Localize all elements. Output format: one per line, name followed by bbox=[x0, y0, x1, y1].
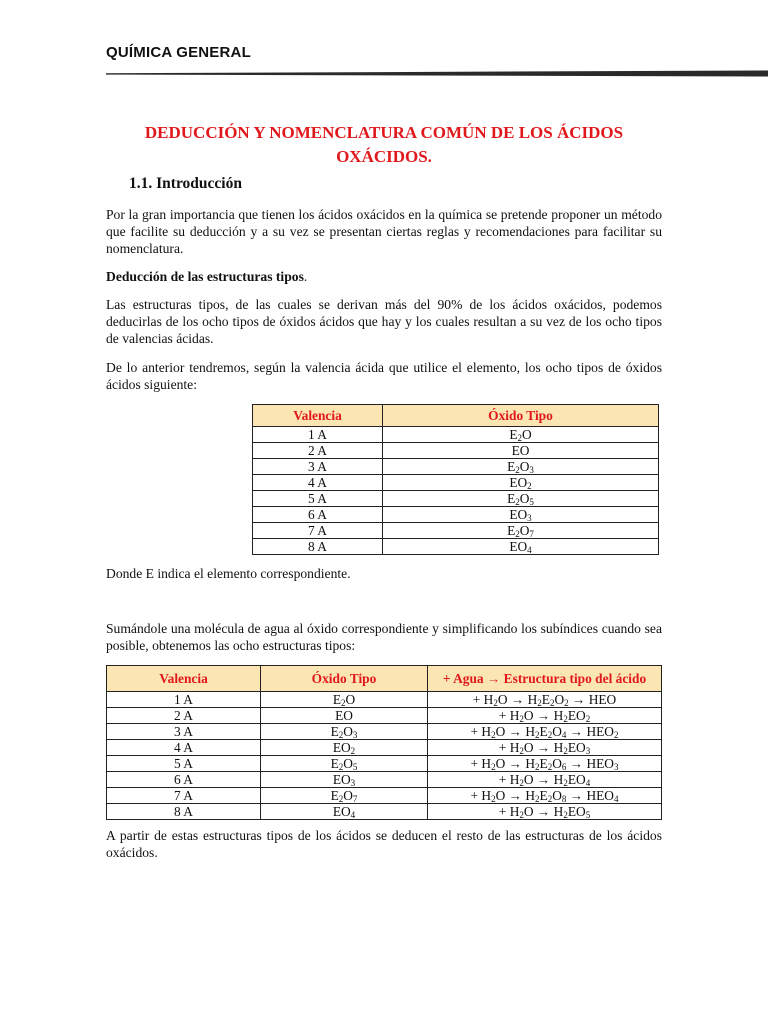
table-cell: 6 A bbox=[107, 772, 261, 788]
table-row bbox=[253, 443, 659, 459]
table-row bbox=[107, 740, 662, 756]
table-row bbox=[253, 427, 659, 443]
subheading: Deducción de las estructuras tipos bbox=[106, 269, 304, 284]
table-cell: $EO_2$ bbox=[383, 475, 659, 491]
table-cell: $EO_2$ bbox=[261, 740, 428, 756]
section-title: 1.1. Introducción bbox=[129, 175, 242, 192]
oxide-types-table bbox=[252, 404, 659, 555]
table-cell: 5 A bbox=[253, 491, 383, 507]
table-cell: + $H_2O \to H_2EO_2$ bbox=[428, 708, 662, 724]
table-cell: $E_2O$ bbox=[383, 427, 659, 443]
table-cell: + $H_2O \to H_2E_2O_8 \to HEO_4$ bbox=[428, 788, 662, 804]
table-row bbox=[107, 804, 662, 820]
acid-structures-table bbox=[106, 665, 662, 820]
table-header-row bbox=[107, 666, 662, 692]
table-cell: 8 A bbox=[107, 804, 261, 820]
table-cell: 5 A bbox=[107, 756, 261, 772]
table-header-row bbox=[253, 405, 659, 427]
table-header-cell: Valencia bbox=[253, 405, 383, 427]
intro-paragraph: Por la gran importancia que tienen los ácidos oxácidos en la química se pretende proponer un método que facilite su deducción y a su vez se presentan ciertas reglas y recomendaciones para facilitar su nomenclatura. bbox=[106, 207, 662, 256]
table-header-cell: Valencia bbox=[107, 666, 261, 692]
table-cell: $E_2O$ bbox=[261, 692, 428, 708]
table-cell: 1 A bbox=[107, 692, 261, 708]
table-cell: $EO_3$ bbox=[383, 507, 659, 523]
table-row bbox=[253, 523, 659, 539]
table-cell: 8 A bbox=[253, 539, 383, 555]
table-cell: 2 A bbox=[253, 443, 383, 459]
table-row bbox=[253, 539, 659, 555]
table-cell: $EO_4$ bbox=[383, 539, 659, 555]
donde-paragraph: Donde E indica el elemento correspondiente. bbox=[106, 566, 351, 581]
table-row bbox=[107, 772, 662, 788]
table-cell: $E_2O_3$ bbox=[383, 459, 659, 475]
table-cell: EO bbox=[261, 708, 428, 724]
subheading-tail: . bbox=[303, 269, 308, 284]
document-title: DEDUCCIÓN Y NOMENCLATURA COMÚN DE LOS ÁCIDOS OXÁCIDOS. bbox=[144, 123, 624, 166]
table-cell: + $H_2O \to H_2EO_5$ bbox=[428, 804, 662, 820]
table-cell: 3 A bbox=[253, 459, 383, 475]
table-cell: + $H_2O \to H_2E_2O_6 \to HEO_3$ bbox=[428, 756, 662, 772]
table-cell: $EO_4$ bbox=[261, 804, 428, 820]
table-cell: $E_2O_7$ bbox=[261, 788, 428, 804]
table-row bbox=[107, 692, 662, 708]
table-row bbox=[253, 491, 659, 507]
table-cell: 2 A bbox=[107, 708, 261, 724]
table-cell: 6 A bbox=[253, 507, 383, 523]
table-row bbox=[107, 756, 662, 772]
from-previous-paragraph: De lo anterior tendremos, según la valencia ácida que utilice el elemento, los ocho tipos de óxidos ácidos siguiente: bbox=[106, 360, 662, 392]
table-row bbox=[253, 459, 659, 475]
table-cell: + $H_2O \to H_2E_2O_4 \to HEO_2$ bbox=[428, 724, 662, 740]
table-cell: + $H_2O \to H_2EO_3$ bbox=[428, 740, 662, 756]
table-row bbox=[253, 475, 659, 491]
table-cell: $E_2O_3$ bbox=[261, 724, 428, 740]
table-cell: 7 A bbox=[107, 788, 261, 804]
header-title: QUÍMICA GENERAL bbox=[106, 44, 251, 61]
table-cell: 3 A bbox=[107, 724, 261, 740]
table-cell: $E_2O_5$ bbox=[383, 491, 659, 507]
table-cell: $E_2O_5$ bbox=[261, 756, 428, 772]
table-header-cell: Óxido Tipo bbox=[261, 666, 428, 692]
table-row bbox=[107, 724, 662, 740]
table-row bbox=[107, 708, 662, 724]
adding-water-paragraph: Sumándole una molécula de agua al óxido correspondiente y simplificando los subíndices cuando sea posible, obtenemos las ocho estructuras tipos: bbox=[106, 621, 662, 653]
table-cell: + $H_2O \to H_2E_2O_2$ → HEO bbox=[428, 692, 662, 708]
table-cell: 4 A bbox=[253, 475, 383, 491]
table-cell: $EO_3$ bbox=[261, 772, 428, 788]
subheading-paragraph bbox=[106, 268, 662, 285]
table-cell: $E_2O_7$ bbox=[383, 523, 659, 539]
structures-paragraph: Las estructuras tipos, de las cuales se derivan más del 90% de los ácidos oxácidos, podemos deducirlas de los ocho tipos de óxidos ácidos que hay y los cuales resultan a su vez de los ocho tipos de valencias ácidas. bbox=[106, 297, 662, 346]
table-row bbox=[253, 507, 659, 523]
table-row bbox=[107, 788, 662, 804]
table-cell: 1 A bbox=[253, 427, 383, 443]
table-cell: + $H_2O \to H_2EO_4$ bbox=[428, 772, 662, 788]
closing-paragraph: A partir de estas estructuras tipos de los ácidos se deducen el resto de las estructuras de los ácidos oxácidos. bbox=[106, 828, 662, 860]
table-cell: 4 A bbox=[107, 740, 261, 756]
table-header-cell: Óxido Tipo bbox=[383, 405, 659, 427]
table-cell: 7 A bbox=[253, 523, 383, 539]
header-rule bbox=[106, 70, 768, 78]
table-cell: EO bbox=[383, 443, 659, 459]
table-header-cell: + Agua → Estructura tipo del ácido bbox=[428, 666, 662, 692]
